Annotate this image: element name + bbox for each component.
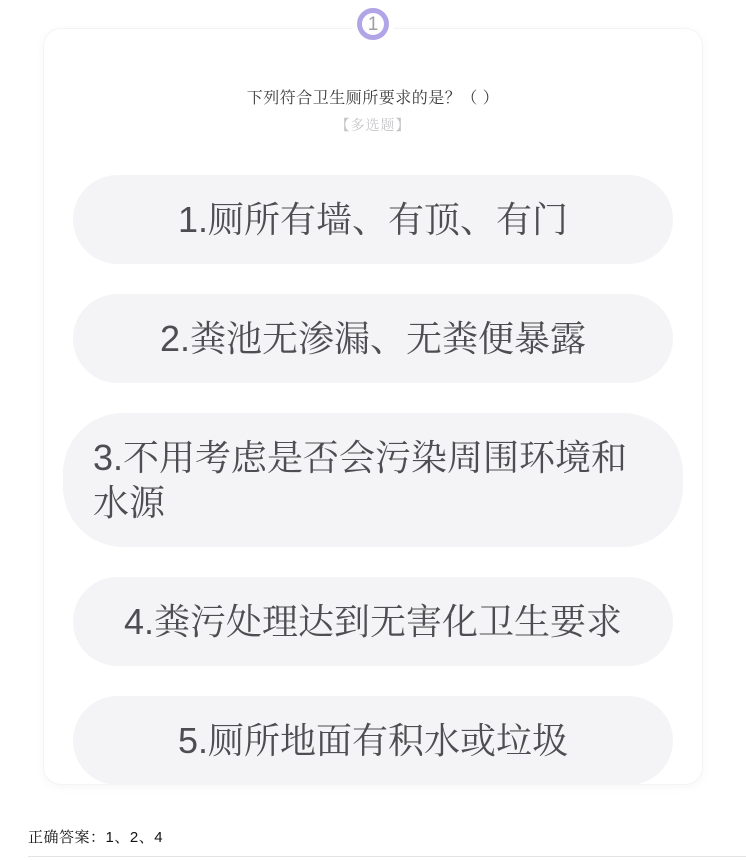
correct-answer-value: 1、2、4 — [105, 829, 164, 846]
option-5[interactable]: 5.厕所地面有积水或垃圾 — [73, 696, 673, 785]
question-type-label: 【多选题】 — [335, 117, 411, 133]
question-number: 1 — [367, 13, 379, 35]
correct-answer-label: 正确答案： — [28, 829, 106, 846]
correct-answer-row — [28, 826, 163, 847]
option-3[interactable]: 3.不用考虑是否会污染周围环境和水源 — [63, 413, 683, 547]
bottom-divider — [28, 856, 746, 857]
options-list — [62, 175, 684, 785]
option-4[interactable]: 4.粪污处理达到无害化卫生要求 — [73, 577, 673, 666]
option-1[interactable]: 1.厕所有墙、有顶、有门 — [73, 175, 673, 264]
option-2[interactable]: 2.粪池无渗漏、无粪便暴露 — [73, 294, 673, 383]
question-text: 下列符合卫生厕所要求的是？（ ） — [246, 90, 500, 107]
question-card — [43, 13, 703, 785]
question-number-badge — [357, 8, 389, 40]
